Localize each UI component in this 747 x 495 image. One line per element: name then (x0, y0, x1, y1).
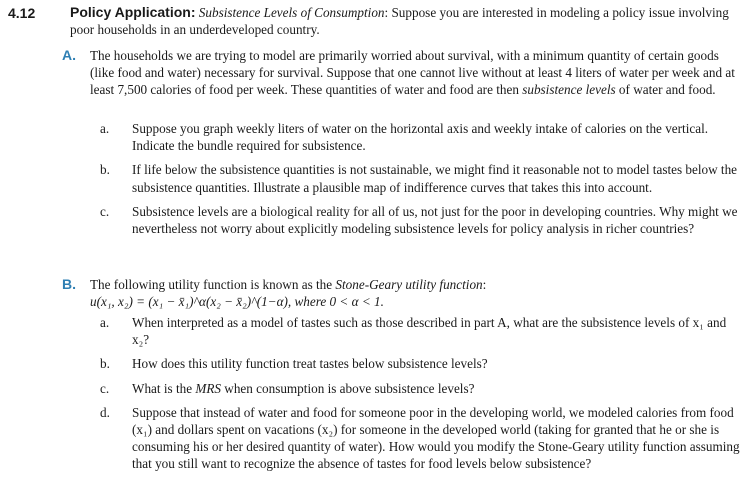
section-a-text-italic: subsistence levels (522, 82, 616, 98)
section-b-items (100, 314, 740, 480)
section-a-text (90, 47, 738, 99)
list-item (100, 355, 740, 372)
problem-subtitle: Subsistence Levels of Consumption (198, 5, 385, 20)
item-text-italic: MRS (195, 380, 221, 396)
item-letter: d. (100, 404, 110, 420)
list-item (100, 314, 740, 348)
section-a-items (100, 120, 740, 244)
problem-header (8, 4, 738, 38)
item-text: If life below the subsistence quantities is not sustainable, we might find it reasonable not to model tastes below the subsistence quantities. Illustrate a plausible map of indifference curves that takes this into account. (132, 162, 738, 195)
item-text (132, 380, 740, 397)
section-a (62, 47, 738, 99)
problem-number: 4.12 (8, 5, 36, 21)
stone-geary-formula: u(x₁, x₂) = (x₁ − x̄₁)^α(x₂ − x̄₂)^(1−α), where 0 < α < 1. (90, 294, 384, 310)
problem-intro-text: : Suppose you are interested in modeling a policy issue involving poor households in an underdeveloped country. (70, 5, 729, 38)
item-text-after: when consumption is above subsistence levels? (221, 380, 475, 396)
item-text: When interpreted as a model of tastes such as those described in part A, what are the subsistence levels of x₁ and x₂? (132, 315, 727, 348)
section-b-text-after: : (482, 277, 487, 292)
item-letter: a. (100, 121, 110, 136)
list-item (100, 203, 740, 237)
section-b-text (90, 276, 738, 310)
section-a-text-after: of water and food. (615, 82, 716, 98)
item-letter: c. (100, 203, 110, 219)
item-text-before: What is the (132, 380, 196, 396)
item-text: How does this utility function treat tastes below subsistence levels? (132, 356, 488, 372)
section-b-letter: B. (62, 276, 76, 292)
item-text: Subsistence levels are a biological reality for all of us, not just for the poor in developing countries. Why might we nevertheless not worry about explicitly modeling subsistence levels for policy analysis in richer countries? (132, 203, 738, 237)
section-b-text-italic: Stone-Geary utility function (335, 277, 483, 292)
problem-intro (70, 4, 738, 38)
problem-label: Policy Application: (70, 4, 196, 20)
item-letter: a. (100, 315, 110, 330)
list-item (100, 161, 740, 195)
section-b-text-before: The following utility function is known as the (90, 277, 336, 292)
item-letter: c. (100, 380, 110, 396)
list-item (100, 404, 740, 473)
item-letter: b. (100, 356, 110, 372)
list-item (100, 120, 740, 154)
list-item (100, 380, 740, 397)
section-b (62, 276, 738, 310)
section-a-letter: A. (62, 47, 76, 63)
item-letter: b. (100, 162, 110, 178)
section-a-text-before: The households we are trying to model are primarily worried about survival, with a minimum quantity of certain goods (like food and water) necessary for survival. Suppose that one cannot live without at least 4 liters of water per week and at least 7,500 calories of food per week. These quantities of water and food are then (90, 48, 735, 98)
item-text: Suppose that instead of water and food for someone poor in the developing world, we modeled calories from food (x₁) and dollars spent on vacations (x₂) for someone in the developed world (taking for granted that he or she is consuming his or her desired quantity of water). How would you modify the Stone-Geary utility function assuming that you still want to recognize the absence of tastes for food levels below subsistence? (132, 404, 740, 472)
item-text: Suppose you graph weekly liters of water on the horizontal axis and weekly intake of calories on the vertical. Indicate the bundle required for subsistence. (132, 121, 709, 154)
